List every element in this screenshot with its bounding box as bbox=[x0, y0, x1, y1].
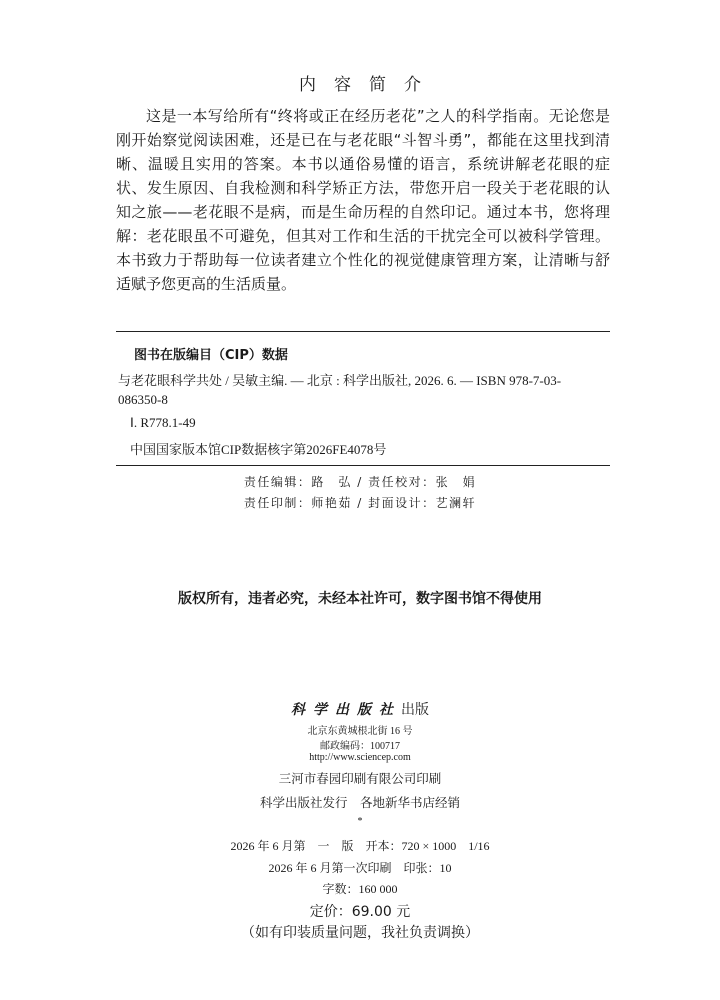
cip-line-3: Ⅰ. R778.1-49 bbox=[130, 415, 196, 430]
copyright-notice: 版权所有，违者必究，未经本社许可，数字图书馆不得使用 bbox=[178, 591, 542, 607]
publisher-address: 北京东黄城根北街 16 号 bbox=[307, 726, 413, 737]
publisher-line bbox=[0, 699, 720, 719]
printer-line: 三河市春园印刷有限公司印刷 bbox=[278, 771, 442, 786]
summary-body: 这是一本写给所有“终将或正在经历老花”之人的科学指南。无论您是刚开始察觉阅读困难，还是已在与老花眼“斗智斗勇”，都能在这里找到清晰、温暖且实用的答案。本书以通俗易懂的语言，系统讲解老花眼的症状、发生原因、自我检测和科学矫正方法，带您开启一段关于老花眼的认知之旅——老花眼不是病，而是生命历程的自然印记。通过本书，您将理解：老花眼虽不可避免，但其对工作和生活的干扰完全可以被科学管理。本书致力于帮助每一位读者建立个性化的视觉健康管理方案，让清晰与舒适赋予您更高的生活质量。 bbox=[116, 107, 610, 293]
cip-line-1: 与老花眼科学共处 / 吴敏主编. — 北京 : 科学出版社, 2026. 6. — ISBN 978-7-03- bbox=[118, 373, 562, 388]
separator-star: * bbox=[357, 816, 363, 827]
credits-line-2: 责任印制：师艳茹 / 封面设计：艺澜轩 bbox=[243, 496, 477, 510]
cip-title: 图书在版编目（CIP）数据 bbox=[134, 348, 288, 363]
printing-line: 2026 年 6 月第一次印刷 印张：10 bbox=[268, 861, 452, 875]
cip-line-2: 086350-8 bbox=[118, 392, 168, 407]
cip-top-rule bbox=[116, 331, 610, 332]
edition-line: 2026 年 6 月第 一 版 开本：720 × 1000 1/16 bbox=[230, 839, 490, 853]
credits-line-1: 责任编辑：路 弘 / 责任校对：张 娟 bbox=[243, 475, 477, 489]
publisher-suffix: 出版 bbox=[401, 702, 429, 718]
cip-line-4: 中国国家版本馆CIP数据核字第2026FE4078号 bbox=[130, 442, 387, 457]
publisher-url: http://www.sciencep.com bbox=[309, 752, 411, 763]
price-line: 定价：69.00 元 bbox=[309, 904, 411, 920]
distribution-line: 科学出版社发行 各地新华书店经销 bbox=[259, 795, 460, 810]
publisher-name: 科学出版社 bbox=[291, 702, 401, 718]
publisher-postcode: 邮政编码：100717 bbox=[320, 741, 400, 752]
quality-note: （如有印装质量问题，我社负责调换） bbox=[241, 925, 479, 941]
cip-bottom-rule bbox=[116, 465, 610, 466]
summary-title: 内容简介 bbox=[299, 75, 439, 95]
wordcount-line: 字数：160 000 bbox=[322, 882, 398, 896]
